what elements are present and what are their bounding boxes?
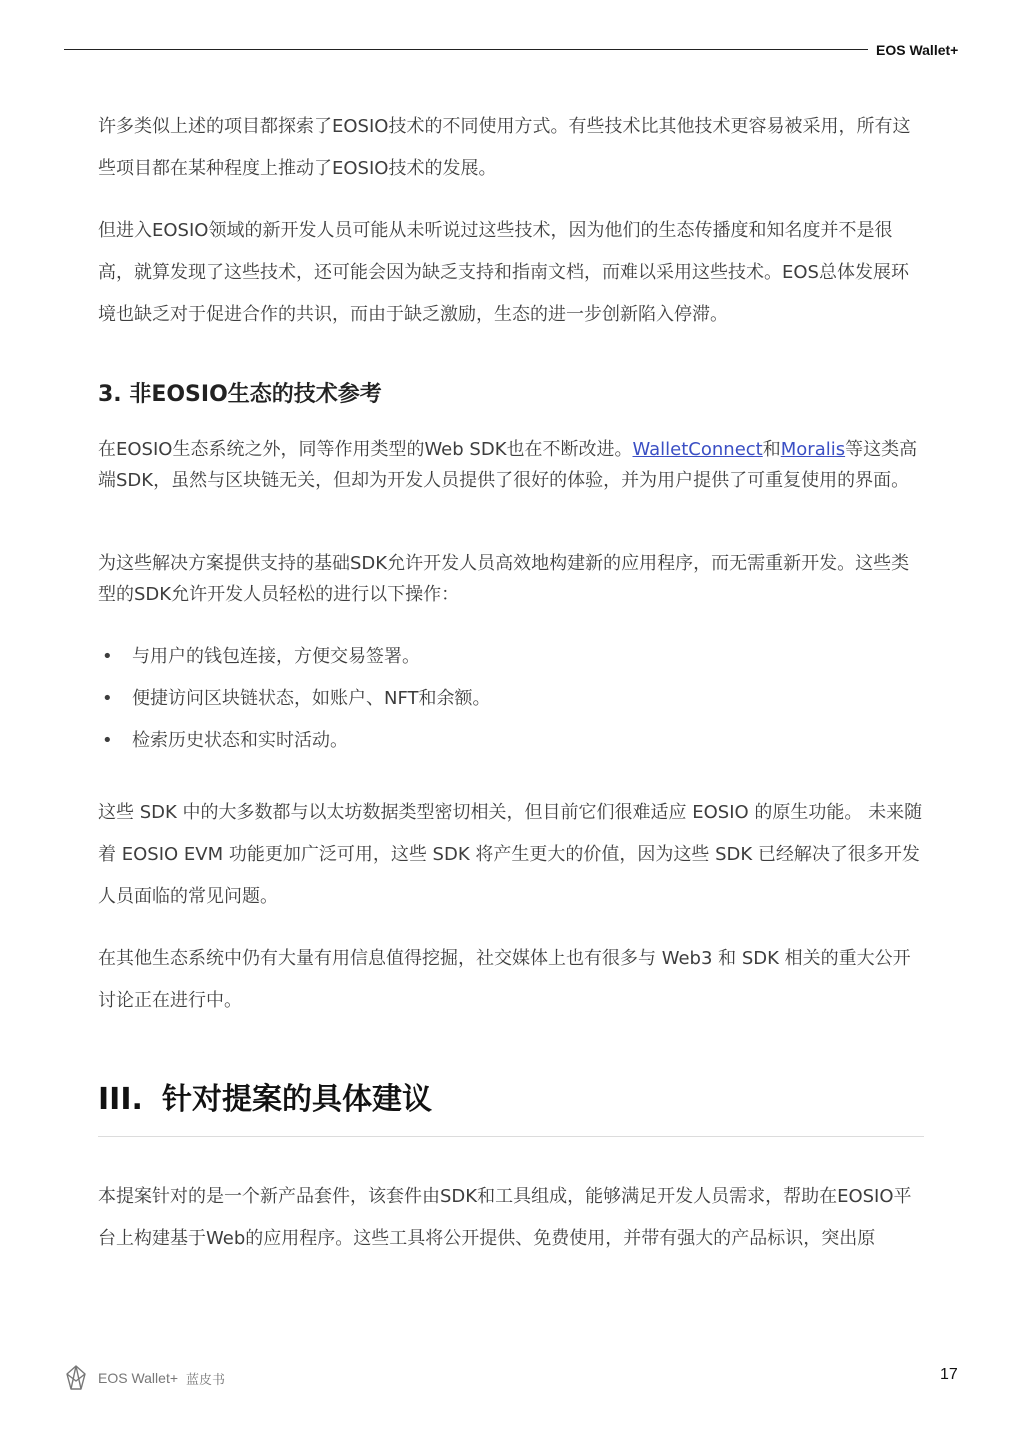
footer (64, 1364, 225, 1392)
paragraph-new-developers: 但进入EOSIO领域的新开发人员可能从未听说过这些技术，因为他们的生态传播度和知名度并不是很高，就算发现了这些技术，还可能会因为缺乏支持和指南文档，而难以采用这些技术。EOS总体发展环境也缺乏对于促进合作的共识，而由于缺乏激励，生态的进一步创新陷入停滞。 (98, 220, 909, 325)
list-item-text: 与用户的钱包连接，方便交易签署。 (132, 646, 420, 667)
moralis-link[interactable]: Moralis (780, 439, 846, 460)
list-item (98, 720, 926, 762)
header-brand: EOS Wallet+ (876, 42, 959, 58)
paragraph-base-sdk: 为这些解决方案提供支持的基础SDK允许开发人员高效地构建新的应用程序，而无需重新开发。这些类型的SDK允许开发人员轻松的进行以下操作： (98, 553, 910, 605)
sdk-operations-list (98, 636, 926, 762)
section-III-title: 针对提案的具体建议 (162, 1082, 432, 1117)
web-sdk-text-after: 等这类高端SDK，虽然与区块链无关，但却为开发人员提供了很好的体验，并为用户提供了可重复使用的界面。 (98, 439, 918, 491)
list-item-text: 检索历史状态和实时活动。 (132, 730, 348, 751)
footer-brand: EOS Wallet+ (98, 1370, 179, 1386)
web-sdk-text-mid: 和 (762, 439, 781, 460)
paragraph-ethereum-sdks: 这些 SDK 中的大多数都与以太坊数据类型密切相关，但目前它们很难适应 EOSIO 的原生功能。 未来随着 EOSIO EVM 功能更加广泛可用，这些 SDK 将产生更大的价值，因为这些 SDK 已经解决了很多开发人员面临的常见问题。 (98, 802, 923, 907)
section-divider (98, 1136, 924, 1137)
web-sdk-text-before: 在EOSIO生态系统之外，同等作用类型的Web SDK也在不断改进。 (98, 439, 633, 460)
bullet-icon: • (102, 646, 113, 667)
paragraph-web-sdk (98, 434, 926, 496)
bullet-icon: • (102, 730, 113, 751)
eos-wallet-logo-icon (64, 1365, 88, 1391)
list-item-text: 便捷访问区块链状态，如账户、NFT和余额。 (132, 688, 491, 709)
section-III-heading (98, 1080, 926, 1120)
section-3-heading: 3. 非EOSIO生态的技术参考 (98, 382, 382, 407)
section-III-number: III. (98, 1082, 143, 1117)
page-number: 17 (940, 1366, 958, 1383)
paragraph-eosio-projects: 许多类似上述的项目都探索了EOSIO技术的不同使用方式。有些技术比其他技术更容易被采用，所有这些项目都在某种程度上推动了EOSIO技术的发展。 (98, 116, 911, 179)
paragraph-other-ecosystems: 在其他生态系统中仍有大量有用信息值得挖掘，社交媒体上也有很多与 Web3 和 SDK 相关的重大公开讨论正在进行中。 (98, 948, 911, 1011)
header-rule (64, 49, 868, 50)
paragraph-proposal: 本提案针对的是一个新产品套件，该套件由SDK和工具组成，能够满足开发人员需求，帮助在EOSIO平台上构建基于Web的应用程序。这些工具将公开提供、免费使用，并带有强大的产品标识，突出原 (98, 1186, 912, 1249)
list-item (98, 636, 926, 678)
walletconnect-link[interactable]: WalletConnect (632, 439, 763, 460)
bullet-icon: • (102, 688, 113, 709)
footer-subtitle: 蓝皮书 (186, 1372, 226, 1388)
list-item (98, 678, 926, 720)
